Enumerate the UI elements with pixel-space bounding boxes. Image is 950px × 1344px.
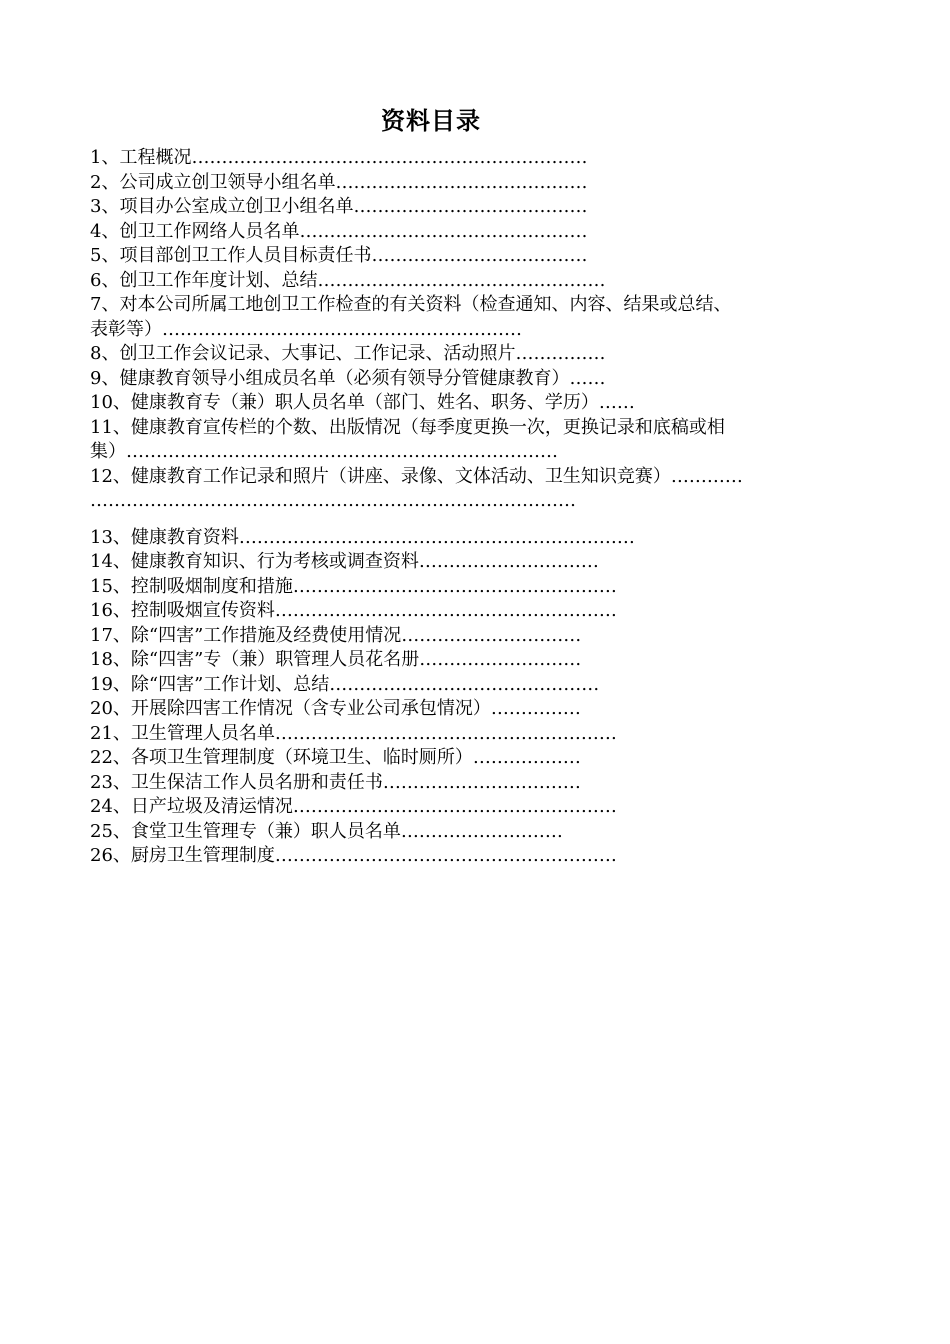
toc-item-8: 8、创卫工作会议记录、大事记、工作记录、活动照片…………… xyxy=(90,343,606,364)
toc-item-13: 13、健康教育资料………………………………………………………… xyxy=(90,526,635,548)
page-title: 资料目录 xyxy=(381,107,481,135)
toc-item-5: 5、项目部创卫工作人员目标责任书……………………………… xyxy=(90,245,588,266)
toc-item-25: 25、食堂卫生管理专（兼）职人员名单……………………… xyxy=(90,820,563,842)
table-of-contents xyxy=(90,146,865,869)
toc-item-4: 4、创卫工作网络人员名单………………………………………… xyxy=(90,220,588,242)
toc-item-12: 12、健康教育工作记录和照片（讲座、录像、文体活动、卫生知识竞赛）………… xyxy=(90,465,743,487)
toc-item-6: 6、创卫工作年度计划、总结………………………………………… xyxy=(90,269,606,291)
toc-item-24: 24、日产垃圾及清运情况……………………………………………… xyxy=(90,796,617,817)
toc-item-16: 16、控制吸烟宣传资料………………………………………………… xyxy=(90,600,617,621)
toc-item-7: 7、对本公司所属工地创卫工作检查的有关资料（检查通知、内容、结果或总结、 xyxy=(90,294,732,315)
toc-item-17: 17、除“四害”工作措施及经费使用情况………………………… xyxy=(90,624,582,646)
toc-item-14: 14、健康教育知识、行为考核或调查资料………………………… xyxy=(90,551,599,572)
spacer xyxy=(90,514,865,526)
toc-item-3: 3、项目办公室成立创卫小组名单………………………………… xyxy=(90,196,588,217)
toc-item-11: 11、健康教育宣传栏的个数、出版情况（每季度更换一次，更换记录和底稿或相 xyxy=(90,416,725,438)
toc-item-15: 15、控制吸烟制度和措施……………………………………………… xyxy=(90,575,617,597)
toc-item-7-continued: 表彰等）…………………………………………………… xyxy=(90,318,522,340)
toc-item-19: 19、除“四害”工作计划、总结……………………………………… xyxy=(90,673,600,695)
toc-item-26: 26、厨房卫生管理制度………………………………………………… xyxy=(90,845,617,866)
toc-item-23: 23、卫生保洁工作人员名册和责任书…………………………… xyxy=(90,771,581,793)
toc-item-2: 2、公司成立创卫领导小组名单…………………………………… xyxy=(90,171,588,193)
toc-item-1: 1、工程概况………………………………………………………… xyxy=(90,147,588,168)
toc-item-20: 20、开展除四害工作情况（含专业公司承包情况）…………… xyxy=(90,698,581,719)
toc-item-12-continued: ……………………………………………………………………… xyxy=(90,490,576,511)
toc-item-9: 9、健康教育领导小组成员名单（必须有领导分管健康教育）…… xyxy=(90,367,606,389)
toc-item-11-continued: 集）……………………………………………………………… xyxy=(90,441,558,462)
toc-item-18: 18、除“四害”专（兼）职管理人员花名册……………………… xyxy=(90,649,582,670)
toc-item-21: 21、卫生管理人员名单………………………………………………… xyxy=(90,722,617,744)
toc-item-10: 10、健康教育专（兼）职人员名单（部门、姓名、职务、学历）…… xyxy=(90,392,635,413)
toc-item-22: 22、各项卫生管理制度（环境卫生、临时厕所）……………… xyxy=(90,747,581,768)
